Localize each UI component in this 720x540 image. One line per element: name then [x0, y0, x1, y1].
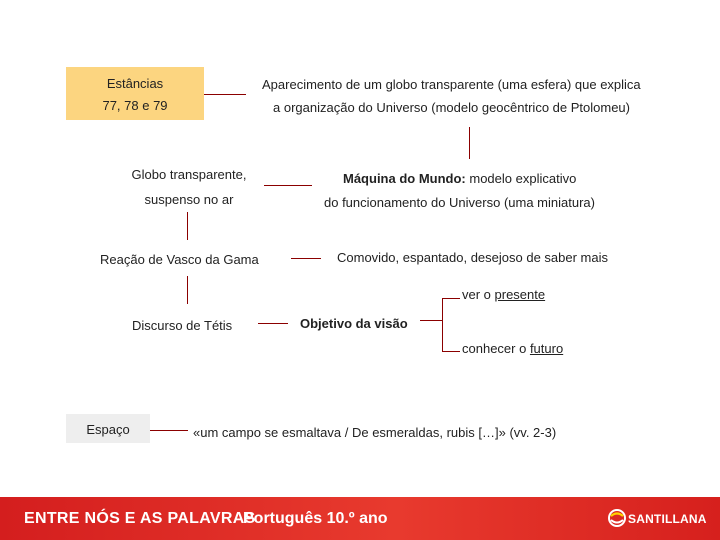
brand-name: SANTILLANA	[628, 512, 707, 526]
goal-future-prefix: conhecer o	[462, 341, 530, 356]
space-quote: «um campo se esmaltava / De esmeraldas, rubis […]» (vv. 2-3)	[193, 425, 557, 440]
goal-present-prefix: ver o	[462, 287, 495, 302]
tethys-speech: Discurso de Tétis	[132, 318, 233, 333]
series-title: ENTRE NÓS E AS PALAVRAS	[24, 510, 256, 527]
connector-vasco-tethys	[187, 276, 188, 304]
bracket-bottom	[442, 351, 460, 352]
connector-space-quote	[150, 430, 188, 431]
globe-appearance-line2: a organização do Universo (modelo geocêntrico de Ptolomeu)	[273, 100, 630, 115]
course-title: Português 10.º ano	[243, 510, 388, 527]
world-machine-desc: modelo explicativo	[465, 171, 577, 186]
connector-goal-bracket	[420, 320, 442, 321]
world-machine-line2: do funcionamento do Universo (uma miniatura)	[324, 195, 595, 210]
connector-vasco-reaction	[291, 258, 321, 259]
goal-future-word: futuro	[529, 341, 564, 356]
connector-stanzas-globe	[204, 94, 246, 95]
goal-present	[462, 287, 545, 303]
bracket-vertical	[442, 298, 443, 351]
reaction-description: Comovido, espantado, desejoso de saber mais	[337, 250, 608, 265]
globe-description-line2: suspenso no ar	[144, 192, 234, 207]
connector-machine-globe-desc	[264, 185, 312, 186]
santillana-logo-icon	[608, 507, 626, 529]
goal-present-word: presente	[494, 287, 546, 302]
space-label: Espaço	[86, 422, 130, 437]
world-machine-title: Máquina do Mundo:	[343, 171, 466, 186]
vision-goal: Objetivo da visão	[300, 316, 408, 331]
vasco-reaction: Reação de Vasco da Gama	[100, 252, 259, 267]
connector-tethys-goal	[258, 323, 288, 324]
goal-future	[462, 341, 563, 357]
stanzas-label: Estâncias	[106, 76, 164, 91]
connector-globe-machine	[469, 127, 470, 159]
stanzas-numbers: 77, 78 e 79	[102, 98, 168, 113]
connector-desc-vasco	[187, 212, 188, 240]
globe-description-line1: Globo transparente,	[131, 167, 247, 182]
footer-bar	[0, 497, 720, 540]
globe-appearance-line1: Aparecimento de um globo transparente (uma esfera) que explica	[262, 77, 641, 92]
bracket-top	[442, 298, 460, 299]
world-machine-line1	[343, 171, 576, 187]
